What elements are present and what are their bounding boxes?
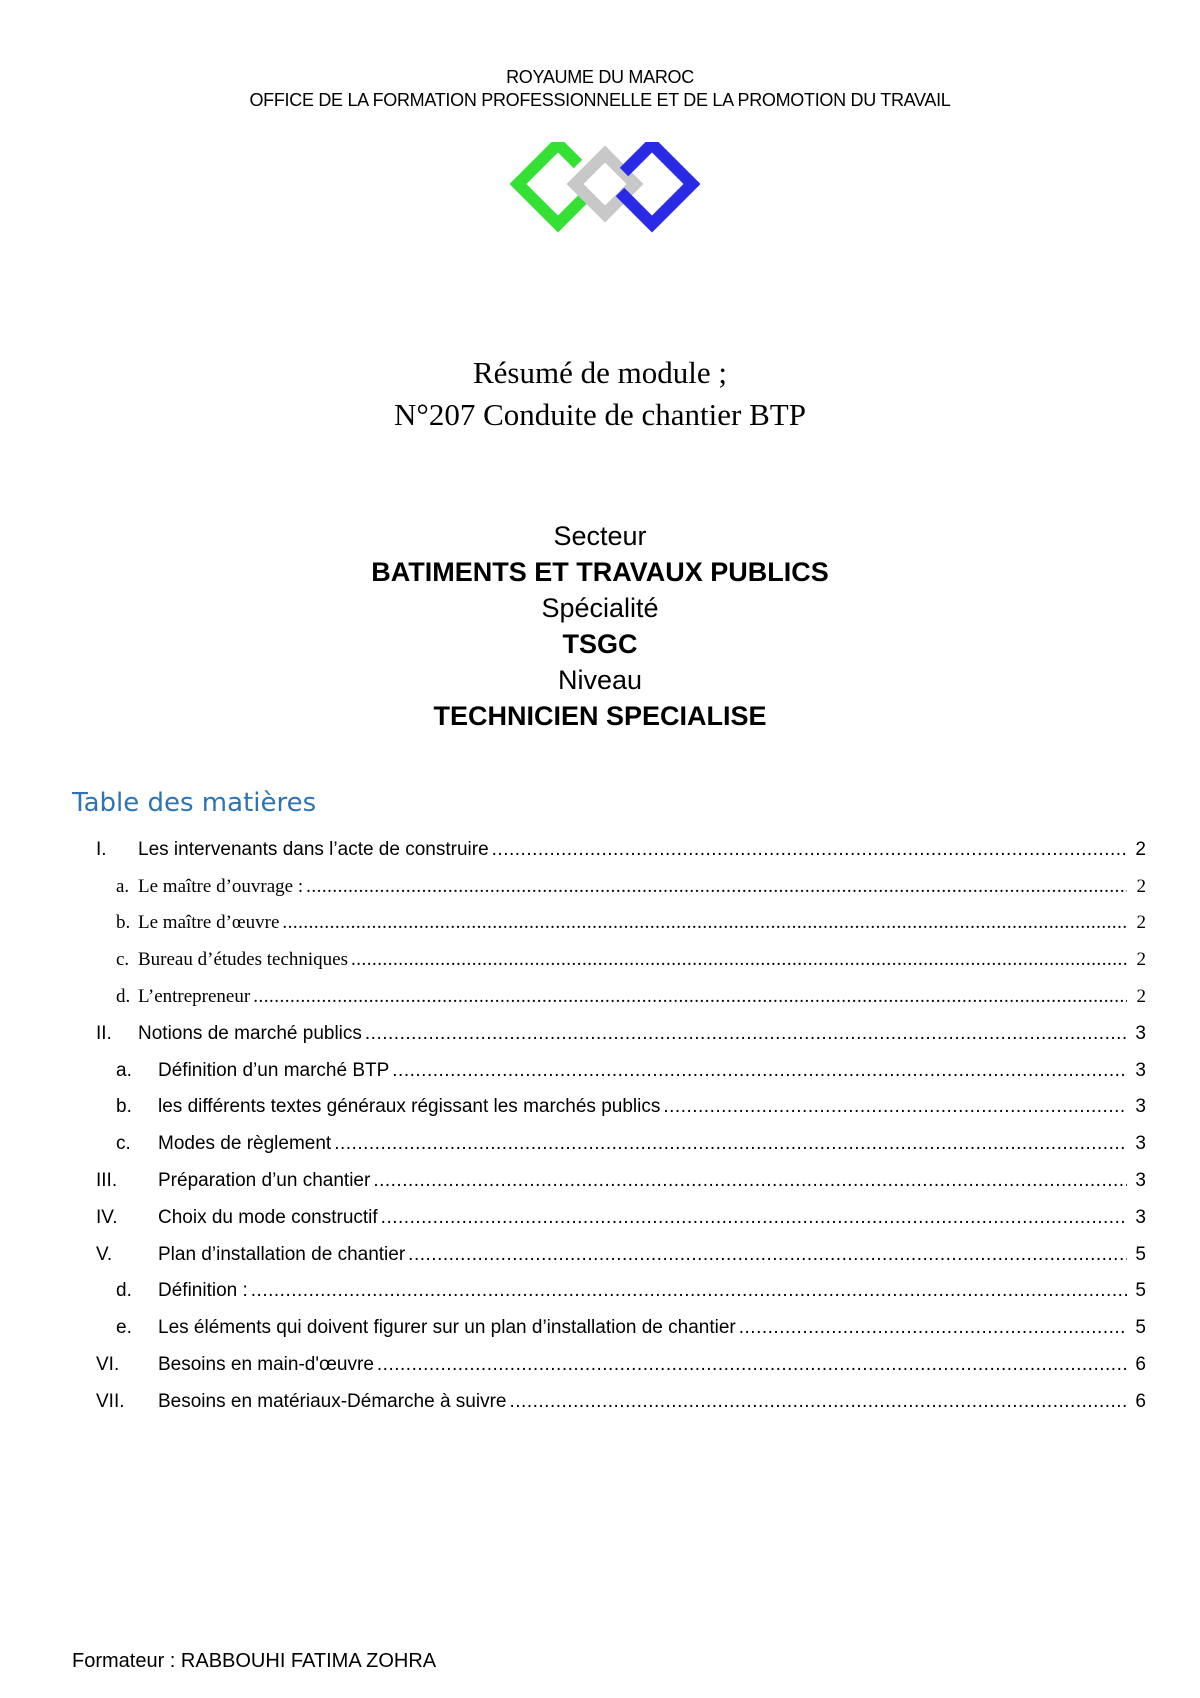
document-header xyxy=(0,66,1200,112)
sector-block xyxy=(0,518,1200,734)
toc-entry-label: Plan d’installation de chantier xyxy=(158,1243,406,1265)
toc-entry-page: 3 xyxy=(1135,1133,1146,1155)
toc-entry[interactable] xyxy=(96,862,1146,899)
sector-value: BATIMENTS ET TRAVAUX PUBLICS xyxy=(371,557,829,587)
toc-entry-page: 2 xyxy=(1136,985,1146,1007)
table-of-contents xyxy=(96,825,1146,1414)
toc-leader-dots xyxy=(510,1390,1128,1414)
toc-entry-label: Le maître d’ouvrage : xyxy=(138,875,304,897)
toc-entry-number: VII. xyxy=(96,1390,125,1412)
toc-leader-dots xyxy=(251,1279,1127,1303)
toc-leader-dots xyxy=(377,1353,1127,1377)
trainer-footer: Formateur : RABBOUHI FATIMA ZOHRA xyxy=(72,1650,437,1672)
toc-entry-label: Modes de règlement xyxy=(158,1133,332,1155)
toc-entry-label: les différents textes généraux régissant les marchés publics xyxy=(158,1096,661,1118)
toc-entry-label: Notions de marché publics xyxy=(138,1022,362,1044)
toc-leader-dots xyxy=(663,1095,1127,1119)
toc-entry-number: V. xyxy=(96,1243,113,1265)
toc-entry-page: 6 xyxy=(1135,1390,1146,1412)
toc-entry-label: Besoins en matériaux-Démarche à suivre xyxy=(158,1390,507,1412)
toc-leader-dots xyxy=(253,985,1127,1009)
toc-entry-number: b. xyxy=(116,912,131,934)
toc-entry-page: 3 xyxy=(1135,1169,1146,1191)
toc-entry-page: 5 xyxy=(1135,1243,1146,1265)
toc-leader-dots xyxy=(392,1059,1127,1083)
toc-entry[interactable] xyxy=(96,1119,1146,1156)
toc-leader-dots xyxy=(739,1316,1127,1340)
toc-entry[interactable] xyxy=(96,1046,1146,1083)
toc-title: Table des matières xyxy=(72,788,317,818)
sector-label: Secteur xyxy=(553,521,647,551)
toc-entry[interactable] xyxy=(96,1156,1146,1193)
toc-entry-number: II. xyxy=(96,1022,112,1044)
toc-entry-label: Le maître d’œuvre xyxy=(138,912,280,934)
toc-entry[interactable] xyxy=(96,935,1146,972)
level-value: TECHNICIEN SPECIALISE xyxy=(433,701,767,731)
module-title-line1: Résumé de module ; xyxy=(473,355,727,390)
toc-entry[interactable] xyxy=(96,1267,1146,1304)
toc-entry[interactable] xyxy=(96,1303,1146,1340)
toc-leader-dots xyxy=(408,1243,1127,1267)
toc-entry-page: 2 xyxy=(1136,912,1146,934)
toc-entry[interactable] xyxy=(96,1083,1146,1120)
toc-entry-page: 3 xyxy=(1135,1206,1146,1228)
toc-entry[interactable] xyxy=(96,1193,1146,1230)
toc-leader-dots xyxy=(282,911,1127,935)
module-title xyxy=(0,352,1200,436)
toc-entry-label: Définition : xyxy=(158,1280,248,1302)
level-label: Niveau xyxy=(557,665,643,695)
toc-entry[interactable] xyxy=(96,972,1146,1009)
ofppt-logo-icon xyxy=(510,142,700,242)
specialty-label: Spécialité xyxy=(541,593,659,623)
toc-entry-number: c. xyxy=(116,949,130,971)
toc-entry-number: IV. xyxy=(96,1206,118,1228)
toc-entry-number: b. xyxy=(116,1096,132,1118)
toc-entry-page: 5 xyxy=(1135,1280,1146,1302)
toc-entry-label: Les éléments qui doivent figurer sur un plan d’installation de chantier xyxy=(158,1317,736,1339)
toc-entry-page: 3 xyxy=(1135,1059,1146,1081)
toc-entry-page: 2 xyxy=(1136,949,1146,971)
toc-entry-page: 2 xyxy=(1135,838,1146,860)
toc-entry-label: Besoins en main-d'œuvre xyxy=(158,1353,374,1375)
toc-entry-page: 6 xyxy=(1135,1353,1146,1375)
toc-entry[interactable] xyxy=(96,1230,1146,1267)
toc-entry[interactable] xyxy=(96,1340,1146,1377)
toc-entry[interactable] xyxy=(96,899,1146,936)
toc-entry-number: d. xyxy=(116,985,131,1007)
toc-leader-dots xyxy=(306,875,1127,899)
header-country: ROYAUME DU MAROC xyxy=(506,67,694,87)
toc-entry-label: Préparation d’un chantier xyxy=(158,1169,371,1191)
toc-entry-page: 5 xyxy=(1135,1317,1146,1339)
toc-leader-dots xyxy=(492,838,1127,862)
specialty-value: TSGC xyxy=(562,629,638,659)
module-title-line2: N°207 Conduite de chantier BTP xyxy=(394,397,806,432)
toc-entry-label: Bureau d’études techniques xyxy=(138,949,348,971)
toc-entry-page: 3 xyxy=(1135,1022,1146,1044)
toc-entry-label: Choix du mode constructif xyxy=(158,1206,378,1228)
toc-entry-page: 3 xyxy=(1135,1096,1146,1118)
toc-entry-number: e. xyxy=(116,1317,132,1339)
toc-leader-dots xyxy=(373,1169,1127,1193)
toc-leader-dots xyxy=(334,1132,1127,1156)
toc-leader-dots xyxy=(365,1022,1127,1046)
toc-entry-number: d. xyxy=(116,1280,132,1302)
header-office: OFFICE DE LA FORMATION PROFESSIONNELLE ET DE LA PROMOTION DU TRAVAIL xyxy=(249,90,951,110)
toc-entry-number: III. xyxy=(96,1169,118,1191)
toc-entry[interactable] xyxy=(96,1009,1146,1046)
toc-leader-dots xyxy=(381,1206,1127,1230)
toc-entry-number: a. xyxy=(116,1059,132,1081)
toc-entry-page: 2 xyxy=(1136,875,1146,897)
toc-entry[interactable] xyxy=(96,1377,1146,1414)
toc-entry[interactable] xyxy=(96,825,1146,862)
toc-entry-number: I. xyxy=(96,838,107,860)
toc-leader-dots xyxy=(351,948,1127,972)
toc-entry-number: a. xyxy=(116,875,130,897)
toc-entry-number: VI. xyxy=(96,1353,120,1375)
toc-entry-label: Les intervenants dans l’acte de construire xyxy=(138,838,489,860)
toc-entry-label: Définition d’un marché BTP xyxy=(158,1059,390,1081)
toc-entry-label: L’entrepreneur xyxy=(138,985,251,1007)
toc-entry-number: c. xyxy=(116,1133,131,1155)
